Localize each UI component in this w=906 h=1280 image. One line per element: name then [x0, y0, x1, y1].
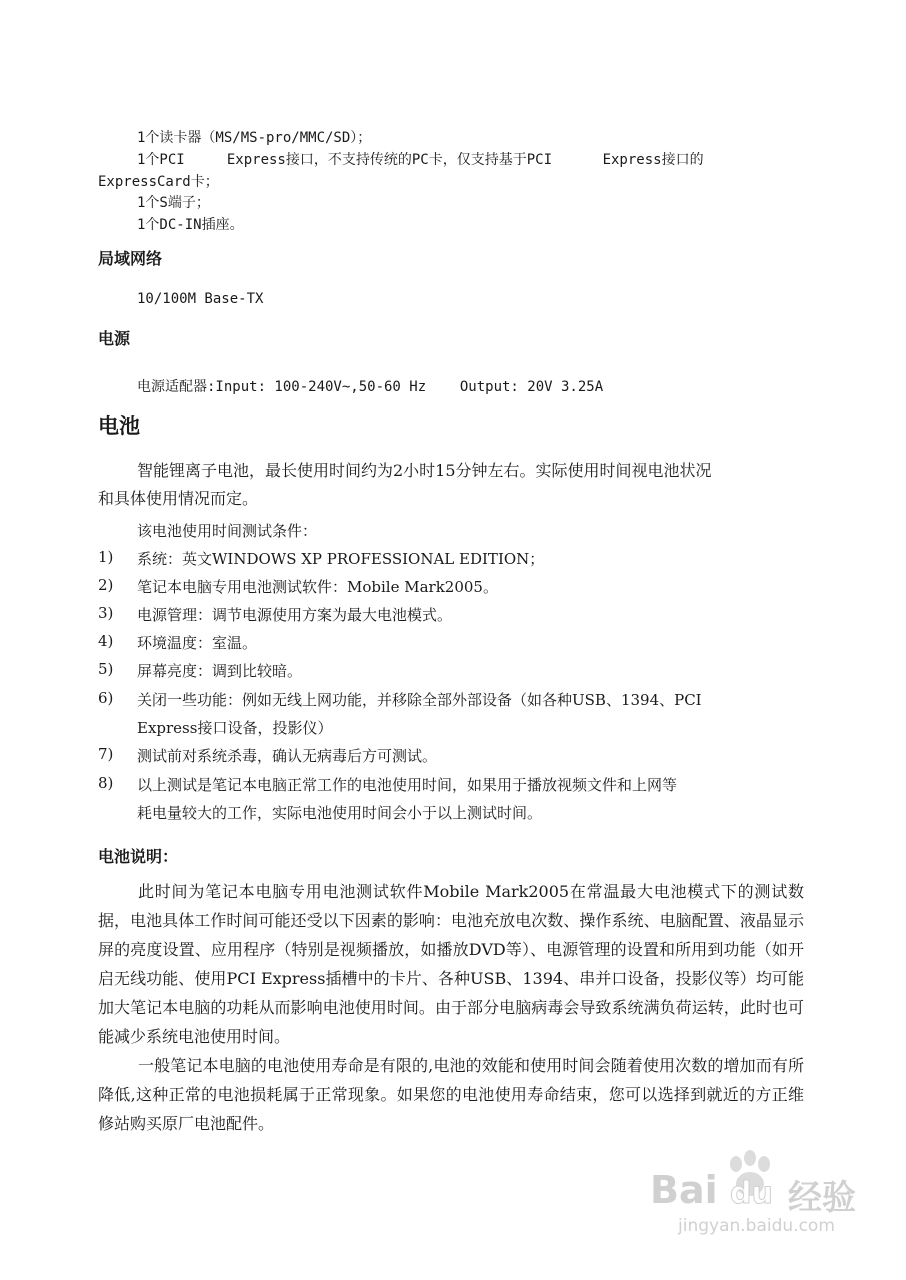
battery-heading: 电池 — [98, 414, 140, 438]
condition-number: 5) — [98, 660, 114, 678]
lan-value: 10/100M Base-TX — [137, 291, 264, 307]
condition-text: 笔记本电脑专用电池测试软件：Mobile Mark2005。 — [137, 578, 498, 596]
battery-intro-line-1: 智能锂离子电池，最长使用时间约为2小时15分钟左右。实际使用时间视电池状况 — [137, 461, 712, 480]
conditions-title: 该电池使用时间测试条件： — [137, 522, 318, 540]
watermark-cn: 经验 — [788, 1178, 856, 1218]
watermark-brand: Bai — [650, 1168, 718, 1212]
condition-number: 7) — [98, 745, 114, 763]
condition-text: 关闭一些功能：例如无线上网功能，并移除全部外部设备（如各种USB、1394、PCI — [137, 691, 702, 709]
interface-line-card-reader: 1个读卡器（MS/MS-pro/MMC/SD）； — [137, 130, 372, 146]
condition-number: 6) — [98, 689, 114, 707]
interface-line-dc-in: 1个DC-IN插座。 — [137, 217, 244, 233]
condition-text: 环境温度：室温。 — [137, 634, 258, 652]
power-adapter-spec: 电源适配器:Input: 100-240V~,50-60 Hz Output: 20V 3.25A — [137, 379, 604, 395]
condition-text: 电源管理：调节电源使用方案为最大电池模式。 — [137, 606, 453, 624]
battery-notes-paragraph-2: 一般笔记本电脑的电池使用寿命是有限的,电池的效能和使用时间会随着使用次数的增加而有所降低,这种正常的电池损耗属于正常现象。如果您的电池使用寿命结束，您可以选择到就近的方正维修站购买原厂电池配件。 — [98, 1056, 804, 1133]
condition-number: 1) — [98, 548, 114, 566]
condition-text: 测试前对系统杀毒，确认无病毒后方可测试。 — [137, 747, 438, 765]
interface-line-s-video: 1个S端子； — [137, 195, 210, 211]
watermark-url: jingyan.baidu.com — [678, 1216, 835, 1236]
condition-number: 3) — [98, 604, 114, 622]
battery-notes-body — [98, 877, 804, 1138]
interface-line-pci-express: 1个PCI Express接口，不支持传统的PC卡，仅支持基于PCI Express接口的 — [137, 152, 704, 168]
battery-intro-line-2: 和具体使用情况而定。 — [98, 489, 259, 508]
battery-notes-heading: 电池说明： — [98, 847, 179, 866]
condition-text-continued: Express接口设备，投影仪） — [137, 719, 333, 737]
watermark-brand-du: du — [730, 1176, 773, 1211]
power-heading: 电源 — [98, 329, 131, 348]
battery-notes-paragraph-1: 此时间为笔记本电脑专用电池测试软件Mobile Mark2005在常温最大电池模式下的测试数据，电池具体工作时间可能还受以下因素的影响：电池充放电次数、操作系统、电脑配置、液晶显示屏的亮度设置、应用程序（特别是视频播放，如播放DVD等）、电源管理的设置和所用到功能（如开启无线功能、使用PCI Express插槽中的卡片、各种USB、1394、串并口设备，投影仪等）均可能加大笔记本电脑的功耗从而影响电池使用时间。由于部分电脑病毒会导致系统满负荷运转，此时也可能减少系统电池使用时间。 — [98, 882, 804, 1046]
condition-number: 2) — [98, 576, 114, 594]
interface-line-expresscard: ExpressCard卡； — [98, 174, 219, 190]
condition-text-continued: 耗电量较大的工作，实际电池使用时间会小于以上测试时间。 — [137, 804, 543, 822]
condition-text: 系统：英文WINDOWS XP PROFESSIONAL EDITION； — [137, 550, 545, 568]
condition-number: 4) — [98, 632, 114, 650]
condition-text: 屏幕亮度：调到比较暗。 — [137, 662, 303, 680]
baidu-jingyan-watermark — [650, 1150, 870, 1240]
lan-heading: 局域网络 — [98, 249, 163, 268]
condition-number: 8) — [98, 774, 114, 792]
condition-text: 以上测试是笔记本电脑正常工作的电池使用时间，如果用于播放视频文件和上网等 — [137, 776, 678, 794]
